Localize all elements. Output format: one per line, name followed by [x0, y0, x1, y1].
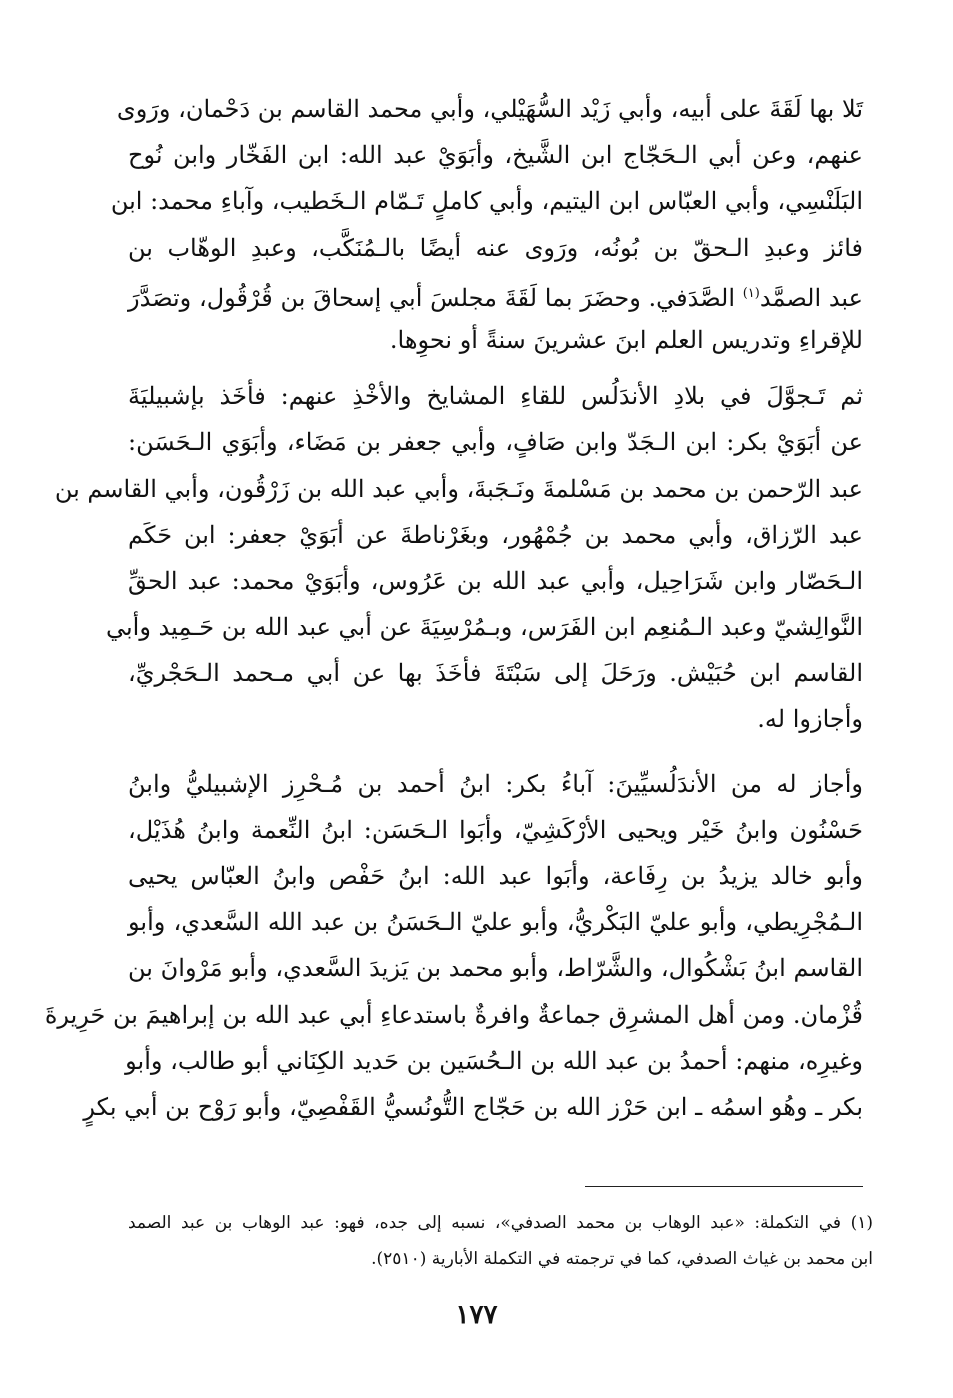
text-line: عبد الرّحمن بن محمد بن مَسْلمةَ ونَـجَبةَ، وأبي عبد الله بن زَرْقُون، وأبي القاسم بن: [54, 474, 863, 503]
footnote-marker: (١): [742, 285, 760, 301]
page-number: ١٧٧: [455, 1300, 498, 1330]
text-line-with-footnote: [128, 271, 863, 317]
text-line: البَلَنْسِي، وأبي العبّاس ابن اليتيم، وأبي كاملٍ تَـمّام الـخَطيب، وآباءِ محمد: ابن: [110, 187, 863, 216]
text-line: وأجازوا له.: [757, 705, 863, 734]
paragraph-2: [54, 373, 863, 743]
text-line: تَلا بها لَقَةَ على أبيه، وأبي زَيْد السُّهَيْلي، وأبي محمد القاسم بن دَحْمان، ورَوى: [116, 95, 863, 123]
text-segment: عبد الصمَّد: [759, 283, 863, 312]
paragraph-1: [110, 86, 863, 363]
footnote-line: ابن محمد بن غياث الصدفي، كما في ترجمته في التكملة الأبارية (٢٥١٠).: [371, 1249, 873, 1269]
text-line: الـمُجْرِيطي، وأبو عليّ البَكْريُّ، وأبو عليّ الـحَسَنُ بن عبد الله السَّعدي، وأبو: [128, 908, 863, 937]
text-line: الـحَصّار وابن شَرَاحِيل، وأبي عبد الله بن عَرُوس، وأبَوَيْ محمد: عبد الحقِّ: [128, 566, 863, 595]
text-line: القاسم ابن حُبَيْش. ورَحَلَ إلى سَبْتَةَ فأخَذَ بها عن أبي مـحمد الـحَجْريِّ،: [128, 659, 863, 688]
text-line: عن أبَوَيْ بكر: ابن الـجَدّ وابن صَافٍ، وأبي جعفر بن مَضَاء، وأبَوَي الـحَسَن:: [128, 428, 863, 457]
text-line: عنهم، وعن أبي الـحَجّاج ابن الشَّيخ، وأبَوَيْ عبد الله: ابن الفَخّار وابن نُوح: [128, 141, 863, 170]
text-line: وغيرِه، منهم: أحمدُ بن عبد الله بن الـحُسَين بن حَديد الكِنَاني أبو طالب، وأبو: [125, 1046, 863, 1075]
text-line: وأبو خالد يزيدُ بن رِفَاعة، وأبَوا عبد الله: ابنُ حَفْص وابنُ العبّاس يحيى: [128, 862, 863, 890]
text-line: حَسْنُون وابنُ خَيْر ويحيى الأرْكَشِيّ، وأبَوا الـحَسَن: ابنُ النِّعمة وابنُ هُذَيْل،: [128, 815, 863, 844]
text-line: قُزْمان. ومن أهل المشرِق جماعةٌ وافرةٌ باستدعاءِ أبي عبد الله بن إبراهيمَ بن حَرِيرةَ: [44, 1000, 863, 1029]
text-line: للإقراءِ وتدريس العلم ابنَ عشرينَ سنةً أو نحوِها.: [389, 325, 863, 354]
text-line: القاسم ابنُ بَشْكُوال، والشَّرّاط، وأبو محمد بن يَزيدَ السَّعدي، وأبو مَرْوانَ بن: [128, 954, 863, 983]
text-segment: الصَّدَفي. وحضَرَ بما لَقَةَ مجلسَ أبي إسحاقَ بن قُرْقُول، وتصَدَّرَ: [128, 283, 735, 312]
text-line: فائز وعبدِ الـحقّ بن بُونُه، ورَوى عنه أيضًا بالـمُنَكَّب، وعبدِ الوهّاب بن: [128, 233, 863, 262]
text-line: بكر ـ وهُو اسمُه ـ ابن حَرْز الله بن حَجّاج التُّونُسيُّ القَفْصِيّ، وأبو رَوْح بن أبي بكرٍ: [83, 1092, 863, 1121]
text-line: عبد الرّزاق، وأبي محمد بن جُمْهُور، وبغَرْناطةَ عن أبَوَيْ جعفر: ابن حَكَم: [128, 520, 863, 549]
footnote-divider: [585, 1186, 863, 1187]
text-line: وأجاز له من الأندَلُسيِّينَ: آباءُ بكر: ابنُ أحمد بن مُـحْرِز الإشبيليُّ وابنُ: [128, 769, 863, 798]
paragraph-3: [44, 761, 863, 1131]
footnote-line: (١) في التكملة: «عبد الوهاب بن محمد الصدفي»، نسبه إلى جده، فهو: عبد الوهاب بن عبد الصمد: [128, 1213, 873, 1233]
main-text: [44, 86, 863, 1130]
text-line: ثم تَـجوَّلَ في بلادِ الأندَلُس للقاءِ المشايخ والأخْذِ عنهم: فأخَذ بإشبيليَةَ: [128, 382, 863, 411]
text-line: النَّوالِشيّ وعبد الـمُنعِم ابن الفَرَس، وبـمُرْسِيَةَ عن أبي عبد الله بن حَـمِيد وأبي: [105, 613, 863, 642]
footnote: [128, 1205, 873, 1277]
